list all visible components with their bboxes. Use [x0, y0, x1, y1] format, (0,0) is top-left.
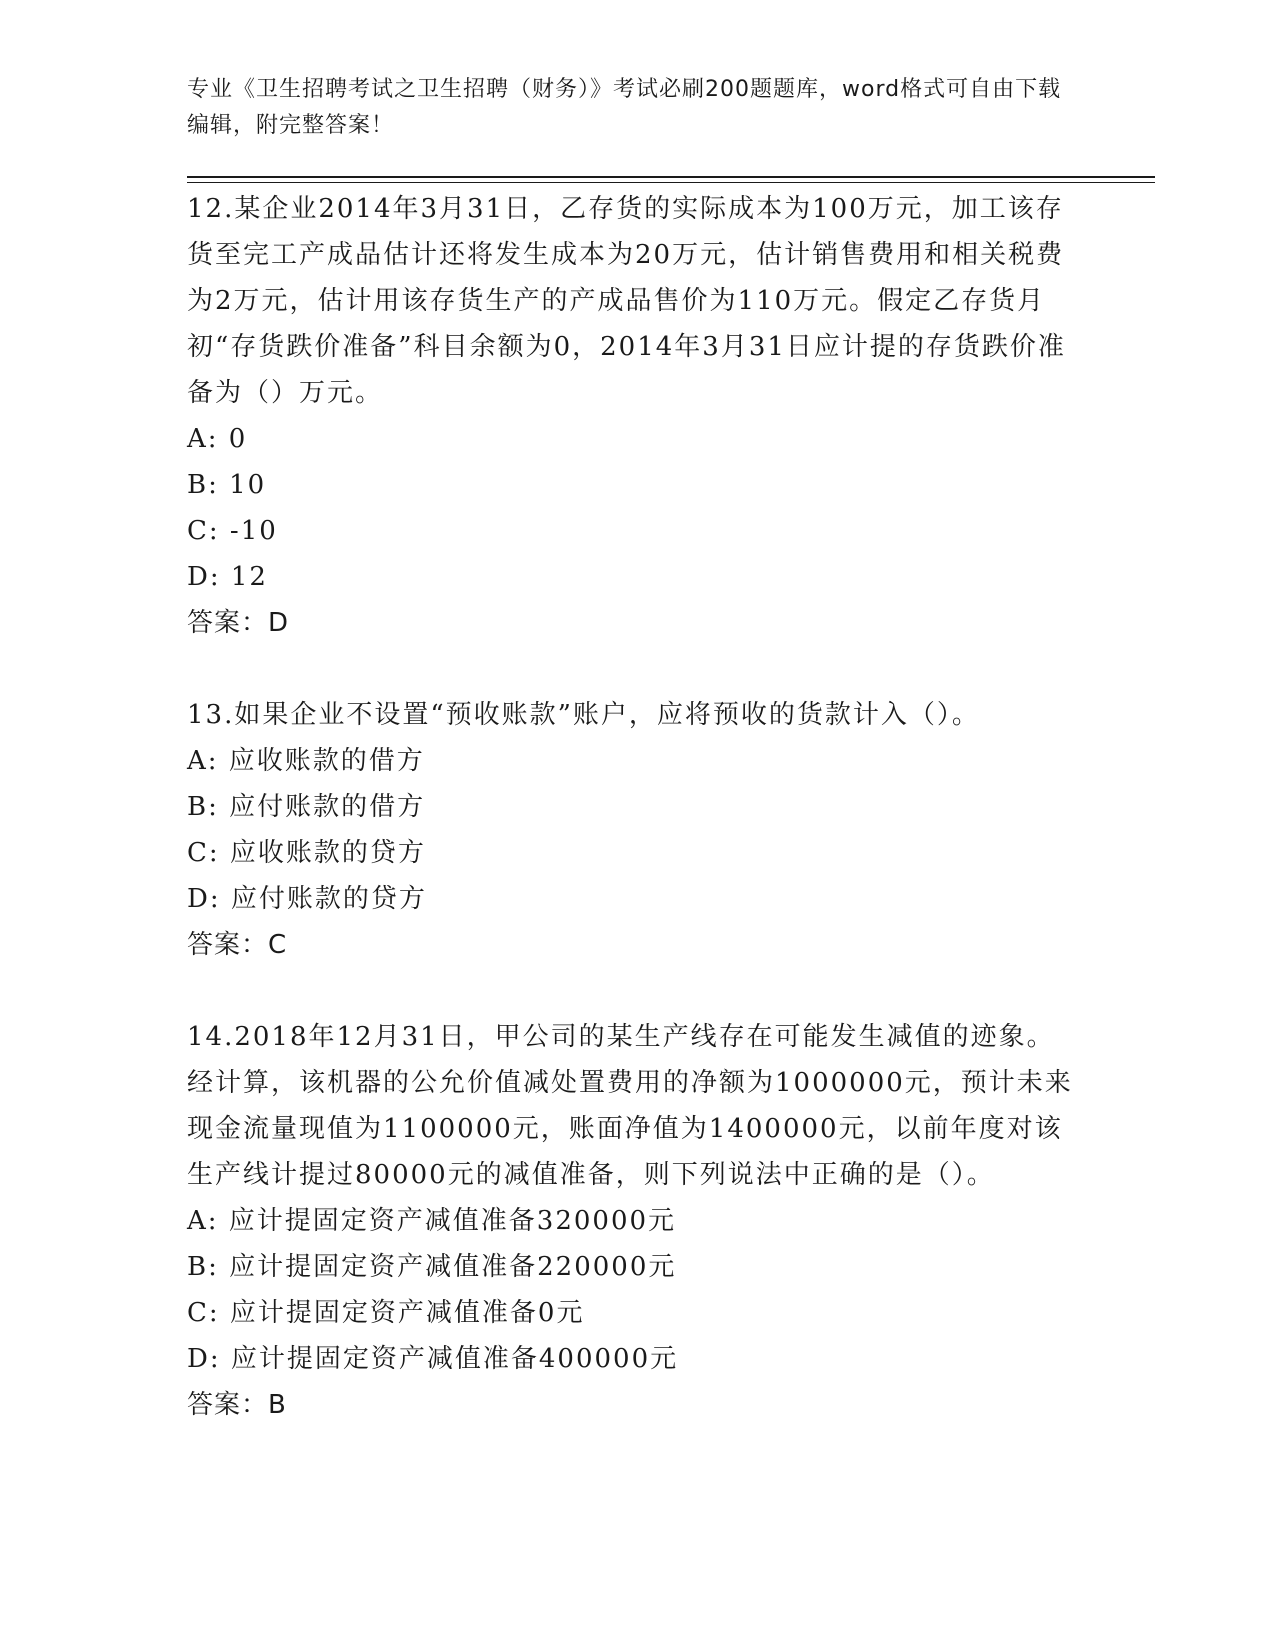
option-d: D: 应付账款的贷方: [187, 884, 427, 914]
option-b: B: 10: [187, 470, 267, 500]
option-a: A: 0: [187, 424, 248, 454]
question-12: [187, 186, 1077, 646]
answer-text: 答案：D: [187, 608, 290, 638]
option-c: C: -10: [187, 516, 278, 546]
question-stem: 12.某企业2014年3月31日，乙存货的实际成本为100万元，加工该存货至完工产成品估计还将发生成本为20万元，估计销售费用和相关税费为2万元，估计用该存货生产的产成品售价为110万元。假定乙存货月初“存货跌价准备”科目余额为0，2014年3月31日应计提的存货跌价准备为（）万元。: [187, 194, 1066, 408]
option-b: B: 应计提固定资产减值准备220000元: [187, 1252, 677, 1282]
option-d: D: 12: [187, 562, 268, 592]
question-13: [187, 692, 1077, 968]
option-a: A: 应计提固定资产减值准备320000元: [187, 1206, 677, 1236]
answer-text: 答案：C: [187, 930, 288, 960]
header-divider-thick: [187, 176, 1155, 178]
question-list: [187, 186, 1077, 1474]
question-stem: 13.如果企业不设置“预收账款”账户，应将预收的货款计入（）。: [187, 700, 980, 730]
option-a: A: 应收账款的借方: [187, 746, 425, 776]
option-b: B: 应付账款的借方: [187, 792, 426, 822]
header-divider-thin: [187, 182, 1155, 183]
answer-text: 答案：B: [187, 1390, 287, 1420]
document-header: 专业《卫生招聘考试之卫生招聘（财务）》考试必刷200题题库，word格式可自由下载编辑，附完整答案！: [187, 77, 1062, 138]
question-stem: 14.2018年12月31日，甲公司的某生产线存在可能发生减值的迹象。经计算，该机器的公允价值减处置费用的净额为1000000元，预计未来现金流量现值为1100000元，账面净值为1400000元，以前年度对该生产线计提过80000元的减值准备，则下列说法中正确的是（）。: [187, 1022, 1073, 1190]
option-d: D: 应计提固定资产减值准备400000元: [187, 1344, 679, 1374]
option-c: C: 应计提固定资产减值准备0元: [187, 1298, 585, 1328]
option-c: C: 应收账款的贷方: [187, 838, 426, 868]
question-14: [187, 1014, 1077, 1428]
